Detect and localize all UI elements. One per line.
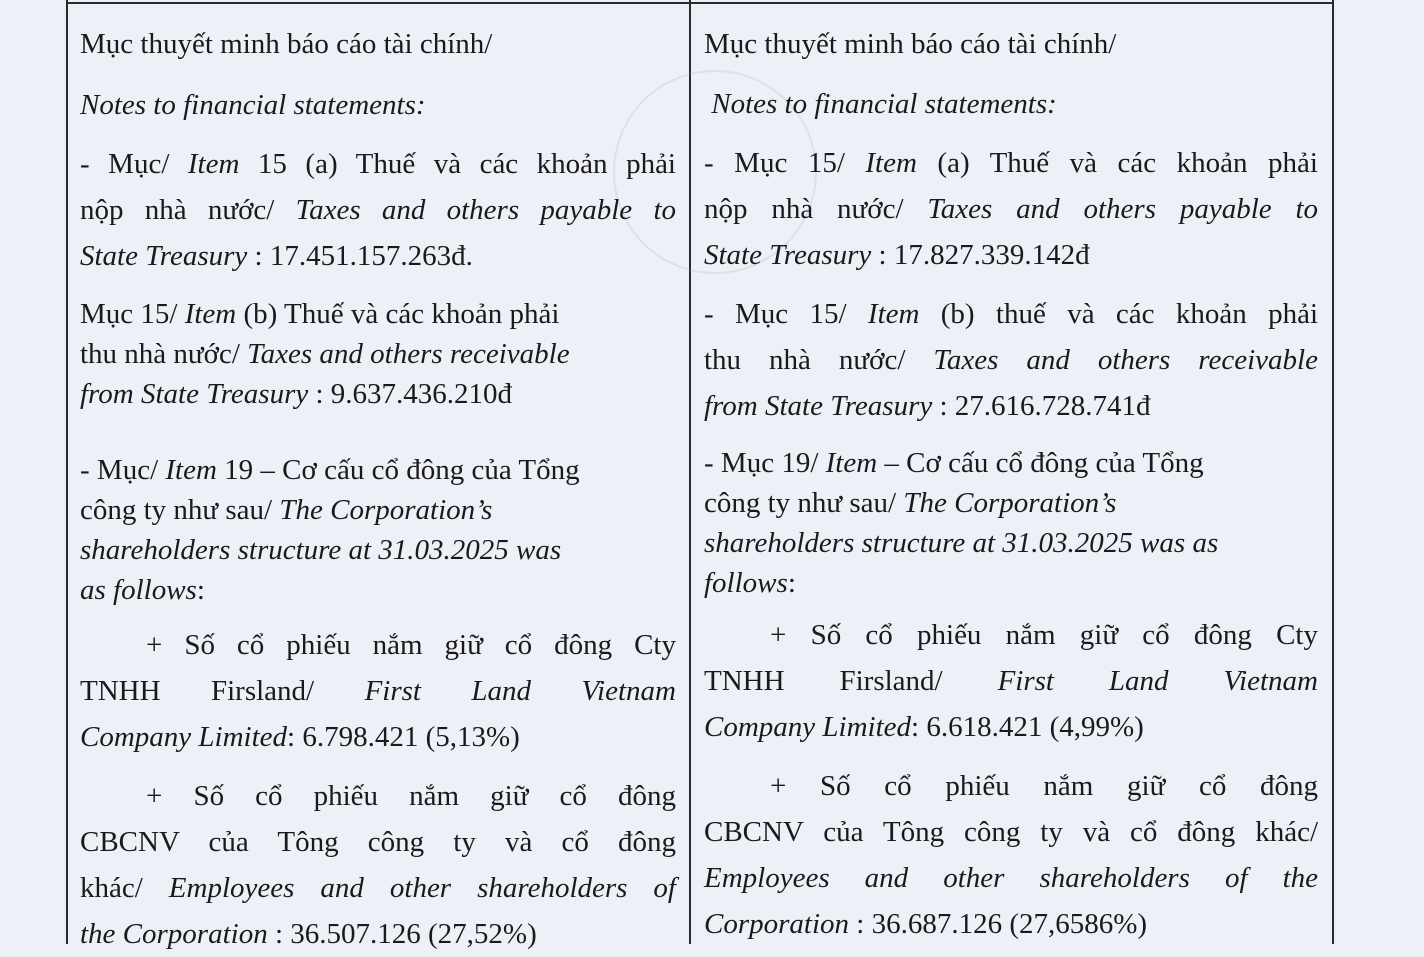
left-item15a: - Mục/ Item 15 (a) Thuế và các khoản phải nộp nhà nước/ Taxes and others payable to State Treasury : 17.451.157.263đ.: [80, 148, 676, 272]
right-firstland: + Số cổ phiếu nắm giữ cổ đông Cty TNHH Firsland/ First Land Vietnam Company Limited: 6.618.421 (4,99%): [704, 619, 1318, 743]
right-heading: Mục thuyết minh báo cáo tài chính/: [704, 28, 1117, 60]
left-item15b: Mục 15/ Item (b) Thuế và các khoản phải thu nhà nước/ Taxes and others receivable from State Treasury : 9.637.436.210đ: [80, 298, 570, 410]
left-heading: Mục thuyết minh báo cáo tài chính/: [80, 28, 493, 60]
right-employees: + Số cổ phiếu nắm giữ cổ đông CBCNV của Tông công ty và cổ đông khác/ Employees and other shareholders of the Corporation : 36.687.126 (27,6586%): [704, 770, 1318, 940]
left-firstland: + Số cổ phiếu nắm giữ cổ đông Cty TNHH Firsland/ First Land Vietnam Company Limited: 6.798.421 (5,13%): [80, 629, 676, 753]
left-item19: - Mục/ Item 19 – Cơ cấu cổ đông của Tổng công ty như sau/ The Corporation’s shareholders structure at 31.03.2025 was as follows:: [80, 454, 580, 606]
right-item15b: - Mục 15/ Item (b) thuế và các khoản phải thu nhà nước/ Taxes and others receivable from State Treasury : 27.616.728.741đ: [704, 298, 1319, 422]
right-item15a: - Mục 15/ Item (a) Thuế và các khoản phải nộp nhà nước/ Taxes and others payable to State Treasury : 17.827.339.142đ: [704, 147, 1318, 271]
table-top-border: [68, 2, 1332, 4]
right-subheading: Notes to financial statements:: [704, 88, 1057, 120]
left-subheading: Notes to financial statements:: [80, 89, 426, 121]
right-item19: - Mục 19/ Item – Cơ cấu cổ đông của Tổng công ty như sau/ The Corporation’s shareholders structure at 31.03.2025 was as follows:: [704, 447, 1219, 599]
left-employees: + Số cổ phiếu nắm giữ cổ đông CBCNV của Tông công ty và cổ đông khác/ Employees and other shareholders of the Corporation : 36.507.126 (27,52%): [80, 780, 676, 950]
